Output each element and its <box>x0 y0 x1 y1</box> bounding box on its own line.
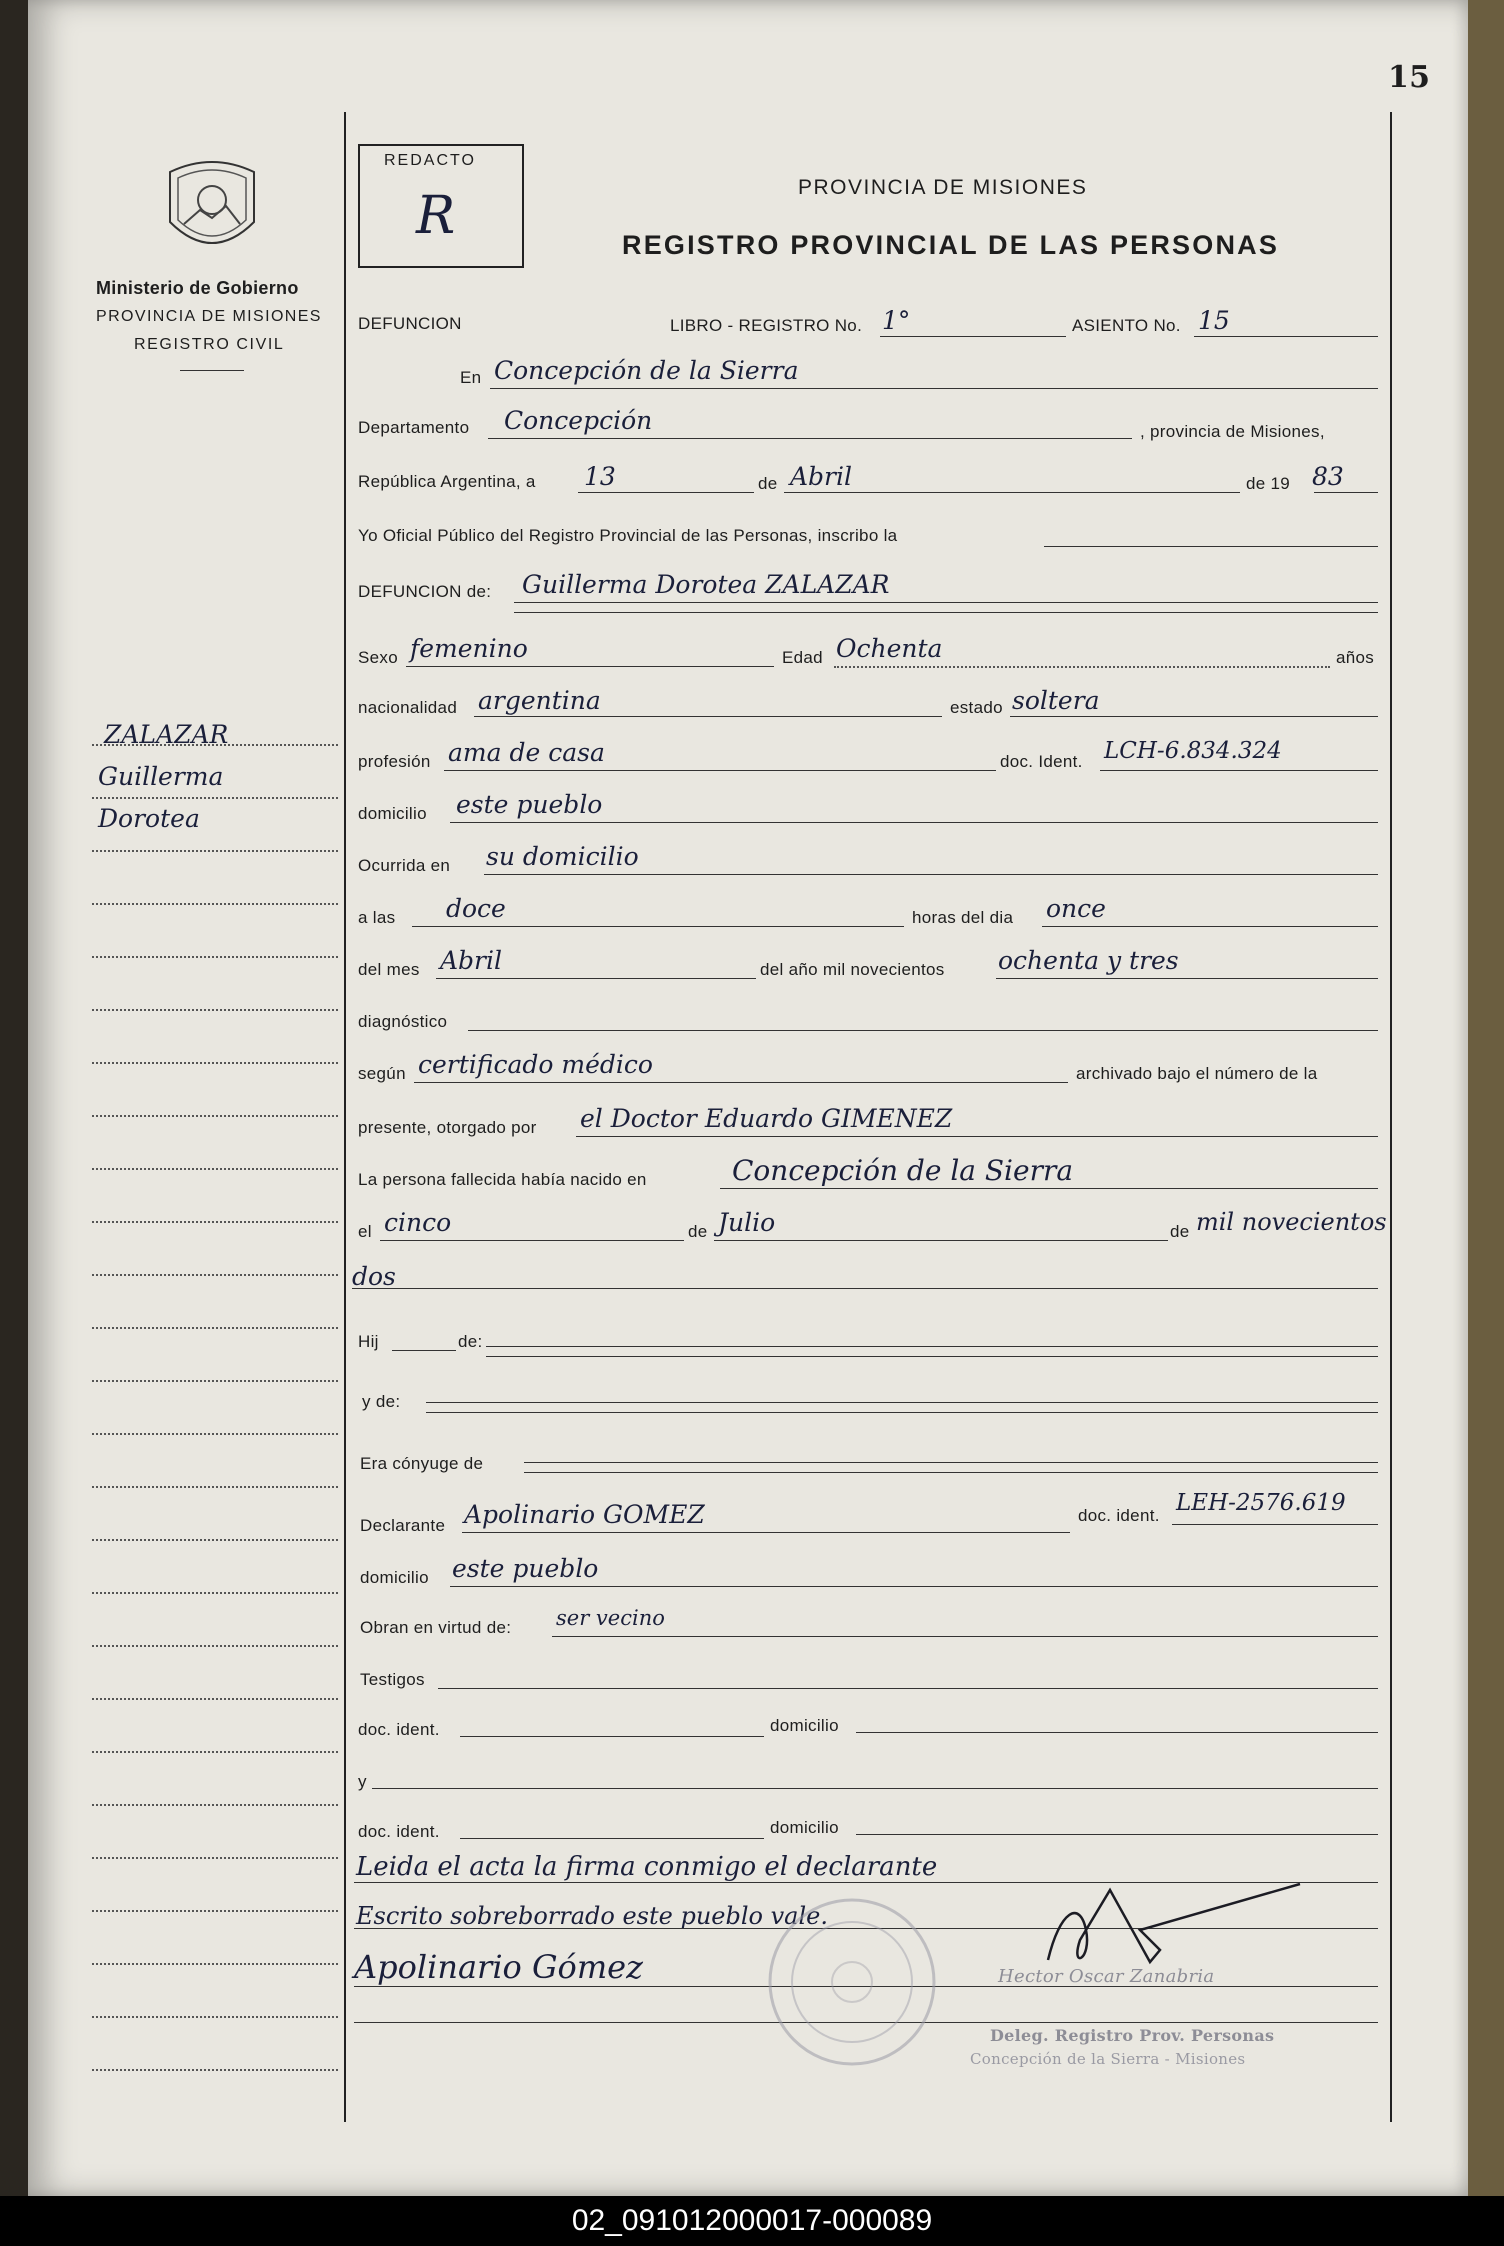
birth-year-line-2 <box>352 1288 1378 1289</box>
doc-line <box>1100 770 1378 771</box>
domicilio-label: domicilio <box>358 804 427 823</box>
hij-de-line-2 <box>486 1356 1378 1357</box>
declarant-signature: Apolinario Gómez <box>354 1948 643 1986</box>
libro-value: 1° <box>882 306 911 335</box>
anio-line <box>996 978 1378 979</box>
profesion-value: ama de casa <box>448 738 605 767</box>
hij-label: Hij <box>358 1332 379 1351</box>
margin-dotted-line <box>92 903 338 905</box>
domicilio-value: este pueblo <box>456 790 603 819</box>
el-label: el <box>358 1222 372 1241</box>
margin-dotted-line <box>92 1221 338 1223</box>
margin-dotted-line <box>92 1963 338 1965</box>
redacto-box <box>358 144 524 268</box>
ocurrida-line <box>484 874 1378 875</box>
nacido-line <box>720 1188 1378 1189</box>
stamp-name: Hector Oscar Zanabria <box>998 1966 1215 1987</box>
oficial-text: Yo Oficial Público del Registro Provincial de las Personas, inscribo la <box>358 526 898 545</box>
defuncion-de-label: DEFUNCION de: <box>358 582 492 601</box>
ministry-label: Ministerio de Gobierno <box>96 278 299 298</box>
stamp-place: Concepción de la Sierra - Misiones <box>970 2050 1246 2068</box>
departamento-label: Departamento <box>358 418 470 437</box>
sexo-value: femenino <box>410 634 528 663</box>
image-id-footer: 02_091012000017-000089 <box>0 2196 1504 2246</box>
month-line <box>784 492 1240 493</box>
asiento-value: 15 <box>1198 306 1230 335</box>
hij-de-line <box>486 1346 1378 1347</box>
y-de-label: y de: <box>362 1392 401 1411</box>
province-title: PROVINCIA DE MISIONES <box>798 176 1088 199</box>
margin-dotted-line <box>92 1062 338 1064</box>
domicilio-t1-line <box>856 1732 1378 1733</box>
segun-line <box>414 1082 1068 1083</box>
book-spine <box>0 0 28 2196</box>
horas-value: once <box>1046 894 1106 923</box>
hij-line <box>392 1350 456 1351</box>
provincial-seal-icon <box>160 152 264 264</box>
anio-label: del año mil novecientos <box>760 960 945 979</box>
right-rule <box>1390 112 1392 2122</box>
doc-t1-label: doc. ident. <box>358 1720 440 1739</box>
doc-decl-line <box>1172 1524 1378 1525</box>
deceased-value: Guillerma Dorotea ZALAZAR <box>522 570 890 599</box>
month-value: Abril <box>790 462 852 491</box>
presente-value: el Doctor Eduardo GIMENEZ <box>580 1104 953 1133</box>
margin-dotted-line <box>92 1698 338 1700</box>
sexo-line <box>406 666 774 667</box>
margin-dotted-line <box>92 1539 338 1541</box>
margin-dotted-line <box>92 1433 338 1435</box>
declarante-label: Declarante <box>360 1516 446 1535</box>
en-line <box>490 388 1378 389</box>
defuncion-label: DEFUNCION <box>358 314 462 333</box>
year-line <box>1314 492 1378 493</box>
domicilio2-value: este pueblo <box>452 1554 599 1583</box>
birth-month-value: Julio <box>718 1208 776 1237</box>
domicilio-t2-label: domicilio <box>770 1818 839 1837</box>
doc-label: doc. Ident. <box>1000 752 1083 771</box>
margin-dotted-line <box>92 1486 338 1488</box>
margin-rule <box>344 112 346 2122</box>
testigos-label: Testigos <box>360 1670 425 1689</box>
conyuge-line <box>524 1462 1378 1463</box>
nacionalidad-label: nacionalidad <box>358 698 458 717</box>
segun-label: según <box>358 1064 406 1083</box>
margin-dotted-line <box>92 2016 338 2018</box>
obran-value: ser vecino <box>556 1606 665 1630</box>
estado-value: soltera <box>1012 686 1100 715</box>
de-label: de <box>758 474 778 493</box>
closing-line-1: Leida el acta la firma conmigo el declarante <box>356 1852 938 1882</box>
el-value: cinco <box>384 1208 452 1237</box>
archivado-label: archivado bajo el número de la <box>1076 1064 1318 1083</box>
mes-label: del mes <box>358 960 420 979</box>
margin-dotted-line <box>92 1751 338 1753</box>
provincia-label: , provincia de Misiones, <box>1140 422 1325 441</box>
horas-line <box>1042 926 1378 927</box>
official-signature-icon <box>1040 1870 1310 1980</box>
closing-line-2: Escrito sobreborrado este pueblo vale. <box>356 1902 828 1930</box>
anio-value: ochenta y tres <box>998 946 1179 975</box>
testigos-line <box>438 1688 1378 1689</box>
departamento-value: Concepción <box>504 406 653 435</box>
doc-decl-value: LEH-2576.619 <box>1176 1490 1346 1516</box>
margin-dotted-line <box>92 1857 338 1859</box>
diagnostico-line <box>468 1030 1378 1031</box>
margin-dotted-line <box>92 1327 338 1329</box>
registry-title: REGISTRO PROVINCIAL DE LAS PERSONAS <box>622 230 1280 260</box>
estado-line <box>1010 716 1378 717</box>
doc-decl-label: doc. ident. <box>1078 1506 1160 1525</box>
y-label: y <box>358 1772 367 1791</box>
edad-value: Ochenta <box>836 634 943 663</box>
de-year-label: de 19 <box>1246 474 1291 493</box>
margin-dotted-line <box>92 850 338 852</box>
year-value: 83 <box>1312 462 1344 491</box>
margin-dotted-line <box>92 1592 338 1594</box>
margin-dotted-line <box>92 797 338 799</box>
en-label: En <box>460 368 482 387</box>
declarante-line <box>462 1532 1070 1533</box>
mes-line <box>436 978 756 979</box>
edad-label: Edad <box>782 648 823 667</box>
domicilio-t1-label: domicilio <box>770 1716 839 1735</box>
province-label: PROVINCIA DE MISIONES <box>96 308 322 325</box>
profesion-line <box>444 770 996 771</box>
margin-dotted-line <box>92 744 338 746</box>
horas-label: horas del dia <box>912 908 1014 927</box>
doc-t2-label: doc. ident. <box>358 1822 440 1841</box>
margin-dotted-line <box>92 2069 338 2071</box>
sexo-label: Sexo <box>358 648 398 667</box>
margin-dotted-line <box>92 956 338 958</box>
libro-line <box>880 336 1066 337</box>
ocurrida-value: su domicilio <box>486 842 639 871</box>
nacido-value: Concepción de la Sierra <box>732 1154 1074 1187</box>
doc-value: LCH-6.834.324 <box>1104 738 1282 764</box>
margin-dotted-line <box>92 1115 338 1117</box>
redacto-label: REDACTO <box>384 152 476 169</box>
conyuge-label: Era cónyuge de <box>360 1454 484 1473</box>
y-line <box>372 1788 1378 1789</box>
margin-dotted-line <box>92 1009 338 1011</box>
margin-dotted-line <box>92 1645 338 1647</box>
nacionalidad-value: argentina <box>478 686 601 715</box>
deceased-line-2 <box>514 612 1378 613</box>
hij-de-label: de: <box>458 1332 483 1351</box>
margin-name-1: Guillerma <box>98 762 224 791</box>
stamp-title: Deleg. Registro Prov. Personas <box>990 2026 1275 2045</box>
domicilio-line <box>450 822 1378 823</box>
domicilio-t2-line <box>856 1834 1378 1835</box>
obran-label: Obran en virtud de: <box>360 1618 512 1637</box>
edad-line <box>834 666 1330 668</box>
birth-year-value: mil novecientos <box>1196 1208 1387 1236</box>
sidebar-divider <box>180 370 244 371</box>
estado-label: estado <box>950 698 1003 717</box>
margin-dotted-line <box>92 1910 338 1912</box>
margin-dotted-line <box>92 1804 338 1806</box>
redacto-initial: R <box>416 186 456 246</box>
anos-label: años <box>1336 648 1375 667</box>
margin-dotted-line <box>92 1274 338 1276</box>
page-number: 15 <box>1388 60 1431 95</box>
de3-label: de <box>1170 1222 1190 1241</box>
republica-label: República Argentina, a <box>358 472 536 491</box>
margin-surname: ZALAZAR <box>104 720 229 749</box>
official-stamp-icon <box>762 1892 942 2072</box>
segun-value: certificado médico <box>418 1050 653 1079</box>
departamento-line <box>488 438 1132 439</box>
margin-dotted-line <box>92 1380 338 1382</box>
profesion-label: profesión <box>358 752 431 771</box>
asiento-line <box>1194 336 1378 337</box>
diagnostico-label: diagnóstico <box>358 1012 448 1031</box>
birth-month-line <box>714 1240 1168 1241</box>
libro-label: LIBRO - REGISTRO No. <box>670 316 863 335</box>
y-de-line-2 <box>426 1412 1378 1413</box>
y-de-line <box>426 1402 1378 1403</box>
presente-label: presente, otorgado por <box>358 1118 537 1137</box>
registry-label: REGISTRO CIVIL <box>134 336 285 353</box>
a-las-value: doce <box>446 894 506 923</box>
doc-t2-line <box>460 1838 764 1839</box>
de2-label: de <box>688 1222 708 1241</box>
domicilio2-label: domicilio <box>360 1568 429 1587</box>
a-las-label: a las <box>358 908 396 927</box>
book-cover-edge <box>1468 0 1504 2196</box>
birth-year-continued: dos <box>352 1262 396 1291</box>
margin-name-2: Dorotea <box>98 804 200 833</box>
domicilio2-line <box>450 1586 1378 1587</box>
ocurrida-label: Ocurrida en <box>358 856 451 875</box>
conyuge-line-2 <box>524 1472 1378 1473</box>
nacido-label: La persona fallecida había nacido en <box>358 1170 647 1189</box>
declarante-value: Apolinario GOMEZ <box>464 1500 705 1529</box>
day-value: 13 <box>584 462 616 491</box>
a-las-line <box>412 926 904 927</box>
deceased-line <box>514 602 1378 603</box>
doc-t1-line <box>460 1736 764 1737</box>
el-line <box>380 1240 684 1241</box>
margin-dotted-line <box>92 1168 338 1170</box>
en-value: Concepción de la Sierra <box>494 356 799 385</box>
day-line <box>578 492 754 493</box>
oficial-line <box>1044 546 1378 547</box>
presente-line <box>576 1136 1378 1137</box>
obran-line <box>552 1636 1378 1637</box>
asiento-label: ASIENTO No. <box>1072 316 1181 335</box>
nacionalidad-line <box>474 716 942 717</box>
mes-value: Abril <box>440 946 502 975</box>
